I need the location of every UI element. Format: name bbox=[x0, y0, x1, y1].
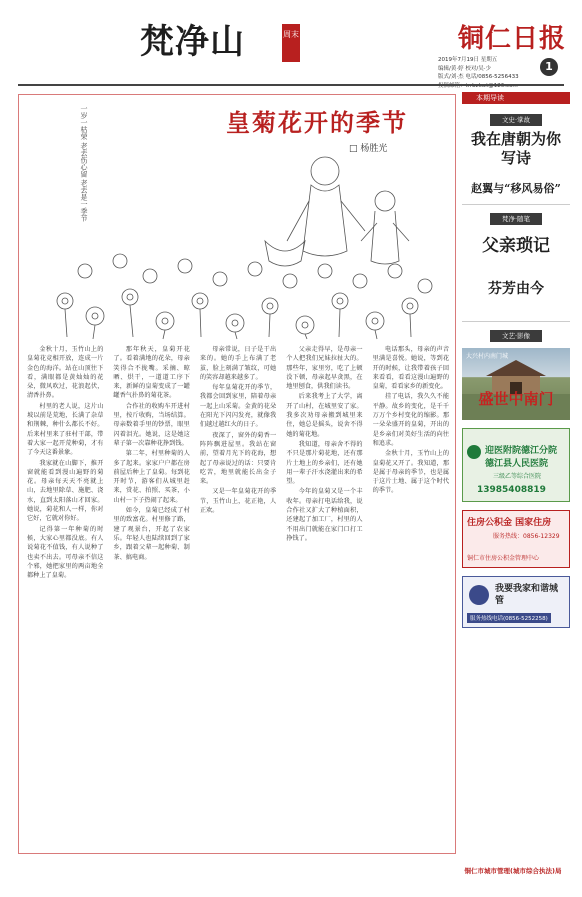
ad-headline: 我要我家和谐城管 bbox=[495, 584, 559, 606]
ad-small: 三级乙等综合医院 bbox=[493, 473, 542, 480]
page-number: 1 bbox=[540, 58, 558, 76]
ad-headline: 迎医附院德江分院 bbox=[485, 446, 558, 456]
article-headline: 皇菊花开的季节 bbox=[226, 108, 408, 137]
paragraph: 我知道，母亲舍不得的不只是那片菊花地，还有那片土地上的乡亲们，还有她用一辈子汗水浇灌出来的希望。 bbox=[286, 440, 363, 486]
footer-org: 铜仁市城市管理(城市综合执法)局 bbox=[464, 867, 562, 875]
footer bbox=[18, 860, 564, 890]
photo-caption: 大兴村内南门城 bbox=[466, 353, 509, 360]
body-column bbox=[113, 345, 189, 845]
hospital-logo-icon bbox=[467, 445, 481, 459]
hospital-ad[interactable] bbox=[462, 428, 570, 502]
ad-hotline: 服务热线电话(0856-5252258) bbox=[467, 613, 551, 623]
divider bbox=[462, 204, 570, 205]
divider bbox=[462, 321, 570, 322]
paragraph: 如今，皇菊已经成了村里的致富花。村里修了路，建了观景台，开起了农家乐。年轻人也陆续回到了家乡，跟着父辈一起种菊、制茶、搞电商。 bbox=[113, 507, 190, 561]
info-line: 版式/刘·杰 电话/0856-5256433 bbox=[438, 74, 519, 80]
paragraph: 母亲常说，日子是干出来的。她的手上布满了老茧，脸上刻满了皱纹，可她的笑容却越来越多了。 bbox=[199, 346, 277, 381]
article-body bbox=[27, 345, 449, 845]
paragraph: 又是一年皇菊花开的季节，玉竹山上，花正艳，人正欢。 bbox=[199, 488, 277, 515]
basket-icon bbox=[265, 241, 305, 266]
newspaper-logo: 铜仁日报 bbox=[458, 24, 567, 54]
weekend-badge: 周末 bbox=[282, 24, 300, 62]
ad-phone: 服务热线：0856-12329 bbox=[493, 533, 560, 540]
paragraph: 我家就在山脚下，推开窗就能看到漫山遍野的菊花。母亲每天天不亮就上山，去地里除草、施肥、浇水，直到太阳落山才回家。她说，菊花和人一样，你对它好，它就对你好。 bbox=[27, 459, 104, 523]
paragraph: 那年秋天，皇菊开花了。看着满地的花朵，母亲笑得合不拢嘴。采摘、晾晒、烘干，一道道工序下来，新鲜的皇菊变成了一罐罐香气扑鼻的菊花茶。 bbox=[113, 346, 190, 400]
article-byline: □ 杨胜光 bbox=[349, 144, 388, 154]
guide-section-label: 本期导读 bbox=[462, 92, 570, 104]
paragraph: 村里的老人说，这片山坡以前是荒地，长满了杂草和荆棘，种什么都长不好。后来村里来了驻村干部，带着大家一起开荒种菊，才有了今天这番景象。 bbox=[27, 402, 104, 457]
main-article bbox=[18, 94, 456, 854]
child-figure bbox=[361, 191, 409, 264]
body-column bbox=[27, 345, 103, 845]
body-column bbox=[200, 345, 276, 845]
guide-headline[interactable]: 父亲琐记 bbox=[482, 236, 550, 256]
masthead-rule bbox=[18, 84, 564, 86]
grandmother-figure bbox=[287, 157, 365, 256]
photo-title: 盛世中南门 bbox=[478, 390, 554, 408]
guide-column bbox=[462, 92, 570, 854]
guide-headline[interactable]: 赵翼与“移风易俗” bbox=[471, 182, 561, 195]
paragraph: 电话那头，母亲的声音里满是喜悦。她说，等到花开的时候，让我带着孩子回来看看，看看这漫山遍野的皇菊，看看家乡的新变化。 bbox=[372, 346, 450, 391]
guide-tag: 文艺·影像 bbox=[490, 330, 542, 342]
paragraph: 挂了电话，我久久不能平静。故乡的变化，是千千万万个乡村变化的缩影。那一朵朵盛开的皇菊，开出的是乡亲们对美好生活的向往和追求。 bbox=[372, 393, 450, 447]
info-line: 2019年7月19日 星期五 bbox=[438, 57, 498, 63]
guide-headline[interactable]: 我在唐朝为你写诗 bbox=[470, 130, 561, 167]
guide-tag: 文史·掌故 bbox=[490, 114, 542, 126]
body-column bbox=[373, 345, 449, 845]
housing-fund-ad[interactable] bbox=[462, 510, 570, 568]
paragraph: 合作社的收购车开进村里，按斤收购，当场结算。母亲数着手里的钞票，眼里闪着泪光。她说，这是她这辈子第一次靠种花挣到钱。 bbox=[113, 402, 190, 447]
body-column bbox=[286, 345, 362, 845]
guide-photo[interactable] bbox=[462, 348, 570, 420]
paragraph: 夜深了，窗外的菊香一阵阵飘进屋里。我站在窗前，望着月光下的花海，想起了母亲说过的话：只要肯吃苦，地里就能长出金子来。 bbox=[199, 431, 277, 486]
ad-subline: 德江县人民医院 bbox=[485, 459, 549, 469]
flower-icon bbox=[57, 254, 432, 334]
paragraph: 每年皇菊花开的季节，我都会回到家里，陪着母亲一起上山采菊。金黄的花朵在阳光下闪闪发亮，就像我们越过越红火的日子。 bbox=[199, 384, 277, 429]
masthead bbox=[0, 0, 582, 86]
guide-tag: 梵净·随笔 bbox=[490, 213, 542, 225]
paragraph: 金秋十月，玉竹山上的皇菊花竞相开放，连成一片金色的海洋。站在山顶往下看，满眼都是黄灿灿的花朵，微风吹过，花浪起伏，清香扑鼻。 bbox=[27, 346, 104, 400]
paragraph: 金秋十月，玉竹山上的皇菊花又开了。我知道，那是属于母亲的季节，也是属于这片土地、属于这个时代的季节。 bbox=[372, 450, 450, 495]
paragraph: 记得第一年种菊的时候，大家心里都没底。有人说菊花不值钱，有人说种了也卖不出去。可母亲不信这个邪，她把家里的两亩地全都种上了皇菊。 bbox=[27, 525, 104, 580]
guide-headline[interactable]: 芬芳由今 bbox=[488, 281, 544, 297]
paragraph: 父亲走得早，是母亲一个人把我们兄妹拉扯大的。那些年，家里穷，吃了上顿没下顿，母亲起早贪黑，在地里刨食，供我们读书。 bbox=[286, 346, 363, 391]
illustration-caption: 一岁一枯荣 老去伤心留 老去是一季节 bbox=[80, 105, 88, 222]
paragraph: 今年的皇菊又是一个丰收年。母亲打电话给我，说合作社又扩大了种植面积，还建起了加工厂，村里的人不用出门就能在家门口打工挣钱了。 bbox=[286, 488, 363, 542]
paragraph: 后来我考上了大学，离开了山村，在城里安了家。我多次劝母亲搬到城里来住，她总是摇头，说舍不得她的菊花地。 bbox=[286, 393, 363, 438]
ad-org: 铜仁市住房公积金管理中心 bbox=[467, 555, 540, 562]
city-admin-ad[interactable] bbox=[462, 576, 570, 628]
ad-phone: 13985408819 bbox=[477, 485, 546, 495]
section-title: 梵净山 bbox=[140, 22, 245, 62]
ad-headline: 住房公积金 国家住房 bbox=[467, 518, 552, 528]
paragraph: 第二年，村里种菊的人多了起来。家家户户都在房前屋后种上了皇菊。每到花开时节，游客们从城里赶来，赏花、拍照、买茶，小山村一下子热闹了起来。 bbox=[113, 450, 190, 504]
info-line: 编辑/黄·婷 校对/吴·少 bbox=[438, 65, 491, 72]
city-admin-badge-icon bbox=[469, 585, 489, 605]
